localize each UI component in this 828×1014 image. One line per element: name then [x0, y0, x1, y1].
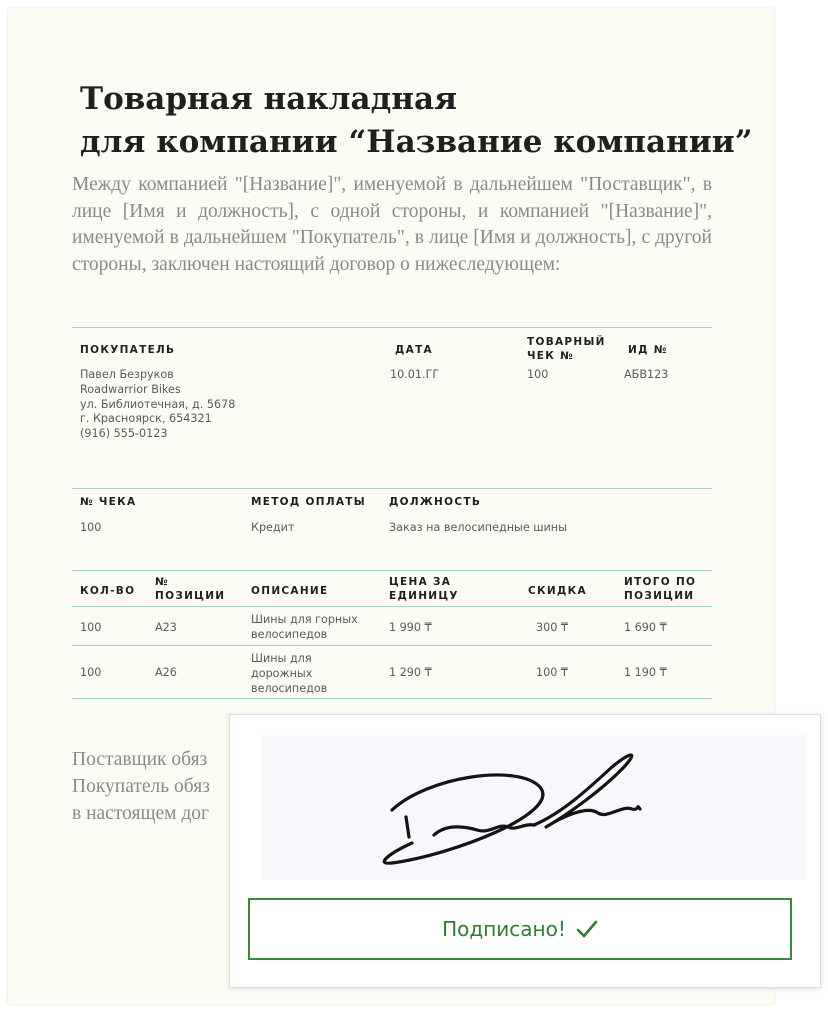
- divider: [72, 645, 712, 646]
- buyer-address: [80, 368, 235, 442]
- buyer-line: (916) 555-0123: [80, 427, 168, 441]
- description-line: дорожных: [251, 666, 313, 680]
- header-discount: СКИДКА: [528, 585, 587, 597]
- buyer-line: Roadwarrior Bikes: [80, 382, 181, 396]
- id-number: АБВ123: [624, 368, 669, 381]
- position-value: Заказ на велосипедные шины: [389, 521, 567, 534]
- row-line-total: 1 190 ₸: [624, 666, 667, 679]
- header-date: ДАТА: [395, 344, 433, 356]
- buyer-line: г. Красноярск, 654321: [80, 412, 212, 426]
- description-line: велосипедов: [251, 627, 328, 641]
- row-item: A23: [155, 621, 177, 634]
- row-unit-price: 1 990 ₸: [389, 621, 432, 634]
- header-unit-price: [389, 575, 459, 603]
- invoice-date: 10.01.ГГ: [390, 368, 440, 381]
- receipt-number: 100: [527, 368, 549, 381]
- header-description: ОПИСАНИЕ: [251, 585, 329, 597]
- title-line-2: для компании “Название компании”: [80, 124, 753, 160]
- header-position: ДОЛЖНОСТЬ: [389, 496, 482, 508]
- signature-drawing: [262, 735, 806, 880]
- divider: [72, 488, 712, 489]
- row-line-total: 1 690 ₸: [624, 621, 667, 634]
- row-item: A26: [155, 666, 177, 679]
- row-unit-price: 1 290 ₸: [389, 666, 432, 679]
- row-qty: 100: [80, 621, 102, 634]
- header-receipt-line-2: ЧЕК №: [527, 350, 575, 362]
- title-line-1: Товарная накладная: [80, 81, 457, 117]
- buyer-line: Павел Безруков: [80, 368, 174, 381]
- description-line: Шины для горных: [251, 613, 358, 626]
- row-description: [251, 613, 358, 643]
- row-discount: 100 ₸: [536, 666, 569, 679]
- outro-line: Поставщик обяз: [72, 749, 208, 770]
- header-payment-method: МЕТОД ОПЛАТЫ: [251, 496, 366, 508]
- description-line: велосипедов: [251, 681, 328, 695]
- payment-method: Кредит: [251, 521, 295, 534]
- signature-panel: [229, 714, 821, 988]
- description-line: Шины для: [251, 652, 312, 665]
- divider: [72, 606, 712, 607]
- header-receipt-line-1: ТОВАРНЫЙ: [527, 336, 606, 348]
- header-receipt: [527, 335, 606, 363]
- outro-line: Покупатель обяз: [72, 776, 210, 797]
- signed-button[interactable]: [248, 898, 792, 960]
- header-id: ИД №: [628, 344, 668, 356]
- signed-label: Подписано!: [442, 917, 566, 941]
- header-item-line-1: №: [155, 576, 169, 588]
- divider: [72, 570, 712, 571]
- divider: [72, 327, 712, 328]
- signature-pad[interactable]: [262, 735, 806, 880]
- checkmark-icon: [576, 918, 598, 940]
- buyer-line: ул. Библиотечная, д. 5678: [80, 397, 236, 411]
- header-item-no: [155, 575, 225, 603]
- row-description: [251, 652, 327, 696]
- outro-line: в настоящем дог: [72, 803, 209, 824]
- header-line-total: [624, 575, 696, 603]
- header-line-total-line-2: ПОЗИЦИИ: [624, 590, 695, 602]
- row-qty: 100: [80, 666, 102, 679]
- header-check-no: № ЧЕКА: [80, 496, 137, 508]
- header-buyer: ПОКУПАТЕЛЬ: [80, 344, 176, 356]
- row-discount: 300 ₸: [536, 621, 569, 634]
- intro-paragraph: Между компанией "[Название]", именуемой в дальнейшем "Поставщик", в лице [Имя и должность], с одной стороны, и компанией "[Название]", именуемой в дальнейшем "Покупатель", в лице [Имя и должность], с другой стороны, заключен настоящий договор о нижеследующем:: [72, 174, 712, 275]
- header-unit-price-line-2: ЕДИНИЦУ: [389, 590, 459, 602]
- header-item-line-2: ПОЗИЦИИ: [155, 590, 226, 602]
- header-unit-price-line-1: ЦЕНА ЗА: [389, 576, 452, 588]
- check-number: 100: [80, 521, 102, 534]
- divider: [72, 698, 712, 699]
- header-line-total-line-1: ИТОГО ПО: [624, 576, 697, 588]
- header-qty: КОЛ-ВО: [80, 585, 136, 597]
- document-title: [80, 78, 760, 164]
